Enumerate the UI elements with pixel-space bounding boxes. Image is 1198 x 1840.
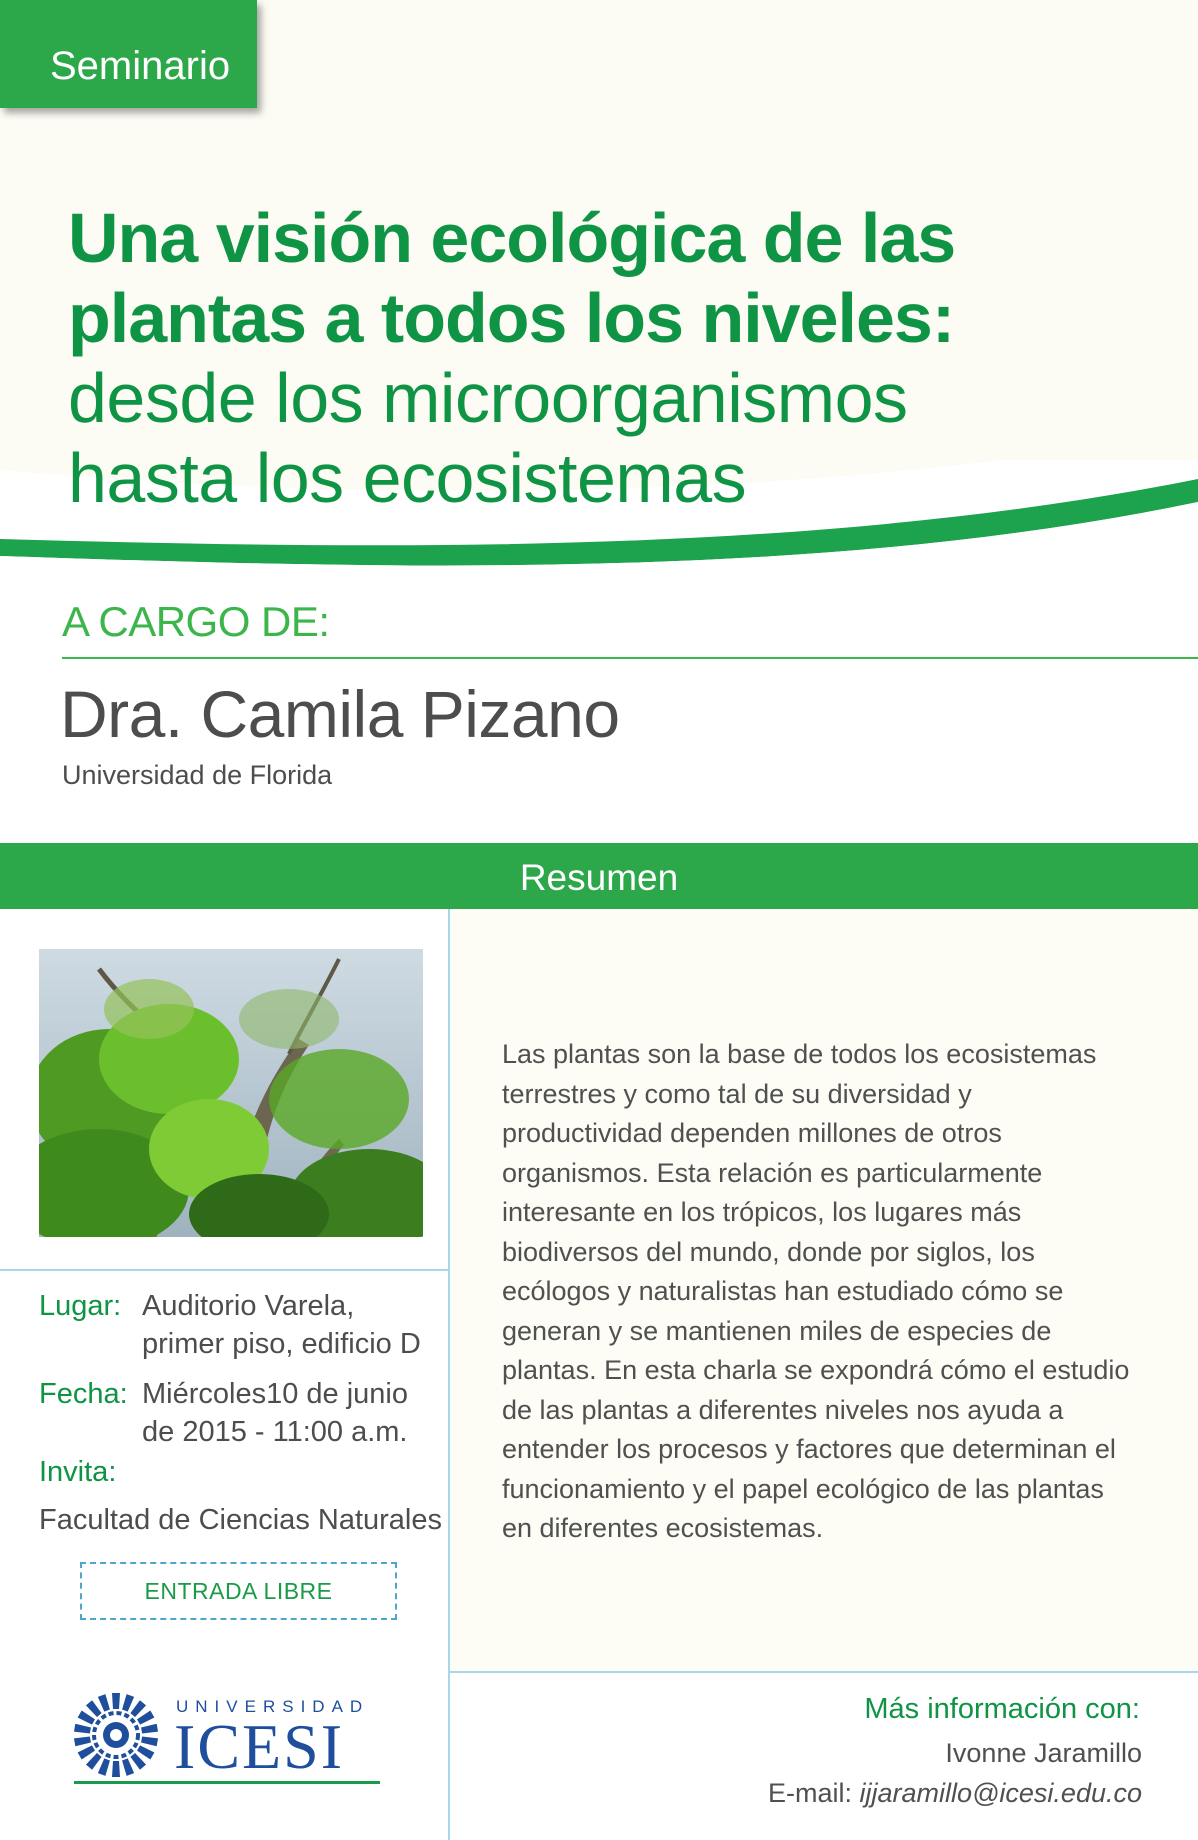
speaker-affiliation: Universidad de Florida (62, 760, 333, 790)
speaker-name: Dra. Camila Pizano (60, 677, 620, 751)
contact-name: Ivonne Jaramillo (945, 1738, 1142, 1768)
date-line-1: Miércoles10 de junio (142, 1378, 408, 1410)
summary-line: ecólogos y naturalistas han estudiado cómo se (502, 1276, 1064, 1306)
event-title (68, 198, 1168, 518)
date-label: Fecha: (39, 1378, 128, 1410)
venue-line-2: primer piso, edificio D (142, 1328, 421, 1360)
icesi-logo (74, 1685, 384, 1795)
venue-label: Lugar: (39, 1290, 122, 1322)
summary-line: plantas. En esta charla se expondrá cómo el estudio (502, 1355, 1130, 1385)
contact-email-label: E-mail: (767, 1778, 860, 1808)
venue-block (39, 1287, 121, 1325)
host-label: Invita: (39, 1456, 117, 1488)
contact-heading: Más información con: (864, 1693, 1140, 1725)
summary-line: Las plantas son la base de todos los ecosistemas (502, 1039, 1097, 1069)
speaker-divider (62, 657, 1198, 659)
summary-line: terrestres y como tal de su diversidad y (502, 1078, 972, 1109)
summary-line: entender los procesos y factores que determinan el (502, 1434, 1116, 1464)
date-block (39, 1375, 128, 1413)
summary-line: interesante en los trópicos, los lugares más (502, 1197, 1022, 1227)
date-line-2: de 2015 - 11:00 a.m. (142, 1416, 408, 1448)
contact-email-link[interactable]: ijjaramillo@icesi.edu.co (859, 1778, 1142, 1808)
host-value: Facultad de Ciencias Naturales (39, 1504, 442, 1536)
venue-line-1: Auditorio Varela, (142, 1290, 355, 1322)
logo-top-text: UNIVERSIDAD (176, 1697, 370, 1716)
speaker-heading: A CARGO DE: (62, 598, 330, 645)
summary-line: biodiversos del mundo, donde por siglos, los (502, 1236, 1035, 1267)
summary-header-bar (0, 843, 1198, 909)
tree-photo (39, 949, 423, 1237)
free-entry-badge: ENTRADA LIBRE (80, 1562, 397, 1620)
summary-line: organismos. Esta relación es particularmente (502, 1157, 1043, 1188)
contact-divider (449, 1671, 1198, 1673)
column-divider (448, 909, 450, 1840)
title-line-2: plantas a todos los niveles: (68, 279, 955, 357)
summary-text (502, 1035, 1152, 1549)
photo-divider (0, 1269, 448, 1271)
logo-main-text: ICESI (174, 1711, 344, 1782)
seminar-tag-label: Seminario (50, 44, 231, 88)
subtitle-line-2: hasta los ecosistemas (68, 439, 747, 517)
venue-value (142, 1287, 421, 1363)
date-value (142, 1375, 408, 1451)
seminar-tag (0, 0, 257, 108)
host-label-block (39, 1453, 116, 1491)
summary-line: generan y se mantienen miles de especies de (502, 1315, 1052, 1346)
logo-underline (74, 1781, 380, 1784)
summary-line: en diferentes ecosistemas. (502, 1513, 824, 1543)
summary-line: funcionamiento y el papel ecológico de las plantas (502, 1473, 1104, 1504)
contact-email-line (768, 1778, 1142, 1809)
summary-heading: Resumen (519, 857, 679, 898)
summary-line: de las plantas a diferentes niveles nos ayuda a (502, 1394, 1064, 1425)
tree-canopy-icon (39, 949, 423, 1237)
summary-line: productividad dependen millones de otros (502, 1118, 1002, 1148)
subtitle-line-1: desde los microorganismos (68, 359, 908, 437)
title-line-1: Una visión ecológica de las (68, 199, 956, 277)
